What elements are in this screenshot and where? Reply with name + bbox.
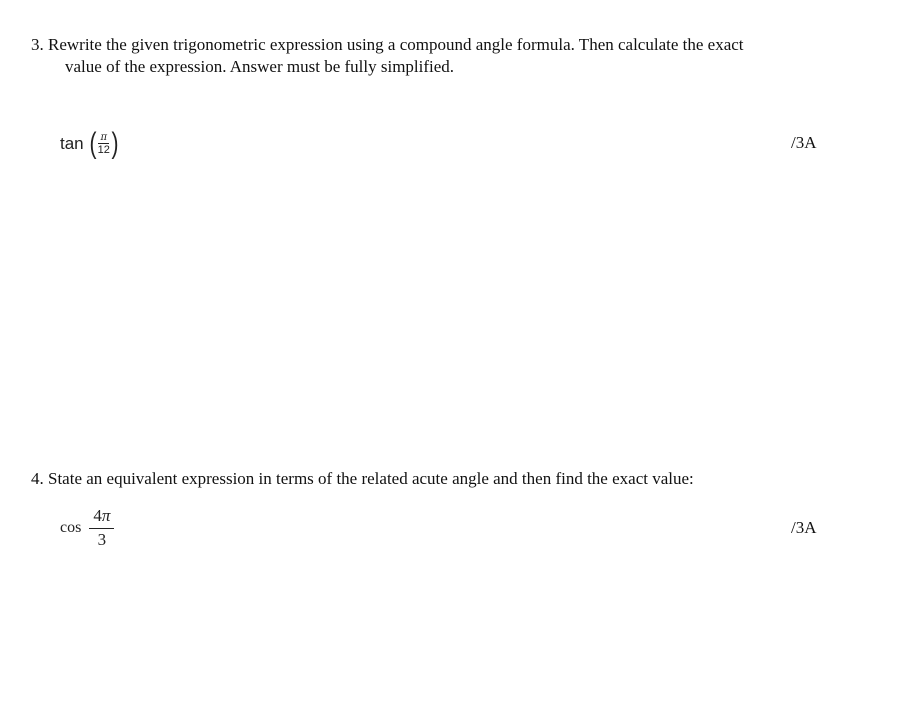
question-3-expression — [60, 126, 120, 162]
question-3-marks: /3A — [791, 133, 817, 152]
fraction-denominator: 3 — [97, 530, 107, 549]
cos-function-label: cos — [60, 519, 82, 536]
pi-symbol: π — [101, 506, 111, 525]
question-4-expression — [60, 505, 114, 551]
question-3-prompt-line-1: 3. Rewrite the given trigonometric expression using a compound angle formula. Then calculate the exact — [31, 35, 744, 54]
open-parenthesis: ( — [89, 127, 97, 160]
numerator-coefficient: 4 — [93, 506, 102, 525]
close-parenthesis: ) — [111, 127, 119, 160]
fraction-denominator: 12 — [97, 144, 110, 156]
fraction-numerator: π — [100, 132, 108, 143]
fraction-numerator — [89, 505, 114, 529]
question-4-marks: /3A — [791, 518, 817, 537]
four-pi-over-3-fraction — [89, 505, 114, 551]
question-4-prompt: 4. State an equivalent expression in terms of the related acute angle and then find the exact value: — [31, 469, 694, 488]
tan-function-label: tan — [60, 134, 84, 153]
pi-over-12-fraction — [97, 132, 111, 156]
question-3-prompt-line-2: value of the expression. Answer must be fully simplified. — [65, 57, 455, 76]
